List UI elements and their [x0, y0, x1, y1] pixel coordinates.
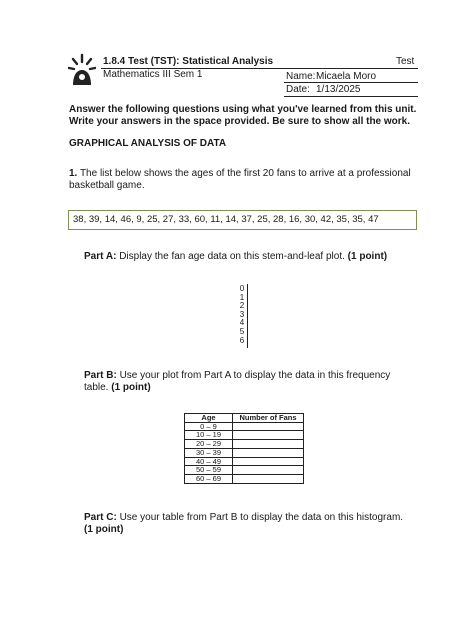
- stem-5: 5: [239, 326, 245, 336]
- part-b: [84, 370, 414, 394]
- doc-type: Test: [396, 56, 415, 67]
- table-header-age: Age: [185, 414, 233, 423]
- stem-2: 2: [239, 301, 245, 311]
- course-name: Mathematics III Sem 1: [103, 69, 203, 80]
- part-a-label: Part A:: [84, 251, 117, 262]
- part-c: [84, 512, 414, 536]
- frequency-table: [184, 413, 304, 484]
- table-header-row: [185, 414, 304, 423]
- part-a-points: (1 point): [347, 251, 388, 262]
- age-range: 40 – 49: [185, 457, 233, 466]
- date-line: [284, 96, 418, 97]
- fans-count-cell[interactable]: [233, 422, 304, 431]
- section-heading: GRAPHICAL ANALYSIS OF DATA: [69, 138, 227, 149]
- doc-title: 1.8.4 Test (TST): Statistical Analysis: [103, 56, 274, 67]
- school-logo-icon: [68, 53, 96, 87]
- stem-1: 1: [239, 292, 245, 302]
- part-c-points: (1 point): [84, 524, 124, 535]
- stem-0: 0: [239, 284, 245, 293]
- part-b-label: Part B:: [84, 370, 117, 381]
- date-label: Date:: [286, 84, 310, 95]
- stem-4: 4: [239, 318, 245, 328]
- part-a: [84, 251, 414, 263]
- fans-count-cell[interactable]: [233, 457, 304, 466]
- age-range: 20 – 29: [185, 440, 233, 449]
- instructions: Answer the following questions using what you've learned from this unit. Write your answers in the space provided. Be sure to show all the work.: [69, 104, 417, 127]
- name-line: [284, 82, 418, 83]
- part-b-text: Use your plot from Part A to display the data in this frequency table.: [84, 370, 391, 393]
- stem-6: 6: [239, 335, 245, 345]
- fans-count-cell[interactable]: [233, 466, 304, 475]
- age-range: 30 – 39: [185, 448, 233, 457]
- question-1: [69, 168, 419, 192]
- table-row: [185, 440, 304, 449]
- name-value: Micaela Moro: [316, 71, 377, 82]
- table-row: [185, 474, 304, 483]
- question-text: The list below shows the ages of the first 20 fans to arrive at a professional basketball game.: [69, 168, 411, 191]
- age-range: 60 – 69: [185, 474, 233, 483]
- stem-divider: [247, 284, 248, 348]
- date-value: 1/13/2025: [316, 84, 361, 95]
- part-a-text: Display the fan age data on this stem-and-leaf plot.: [116, 251, 348, 262]
- stem-3: 3: [239, 309, 245, 319]
- table-row: [185, 448, 304, 457]
- fans-count-cell[interactable]: [233, 448, 304, 457]
- part-b-points: (1 point): [111, 382, 151, 393]
- part-c-text: Use your table from Part B to display the data on this histogram.: [116, 512, 404, 523]
- data-list-box: 38, 39, 14, 46, 9, 25, 27, 33, 60, 11, 14, 37, 25, 28, 16, 30, 42, 35, 35, 47: [68, 210, 417, 230]
- age-range: 50 – 59: [185, 466, 233, 475]
- stem-leaf-plot: [238, 285, 246, 345]
- age-range: 0 – 9: [185, 422, 233, 431]
- fans-count-cell[interactable]: [233, 474, 304, 483]
- question-number: 1.: [69, 168, 78, 179]
- part-c-label: Part C:: [84, 512, 117, 523]
- age-range: 10 – 19: [185, 431, 233, 440]
- table-header-fans: Number of Fans: [233, 414, 304, 423]
- name-label: Name:: [286, 71, 316, 82]
- fans-count-cell[interactable]: [233, 440, 304, 449]
- fans-count-cell[interactable]: [233, 431, 304, 440]
